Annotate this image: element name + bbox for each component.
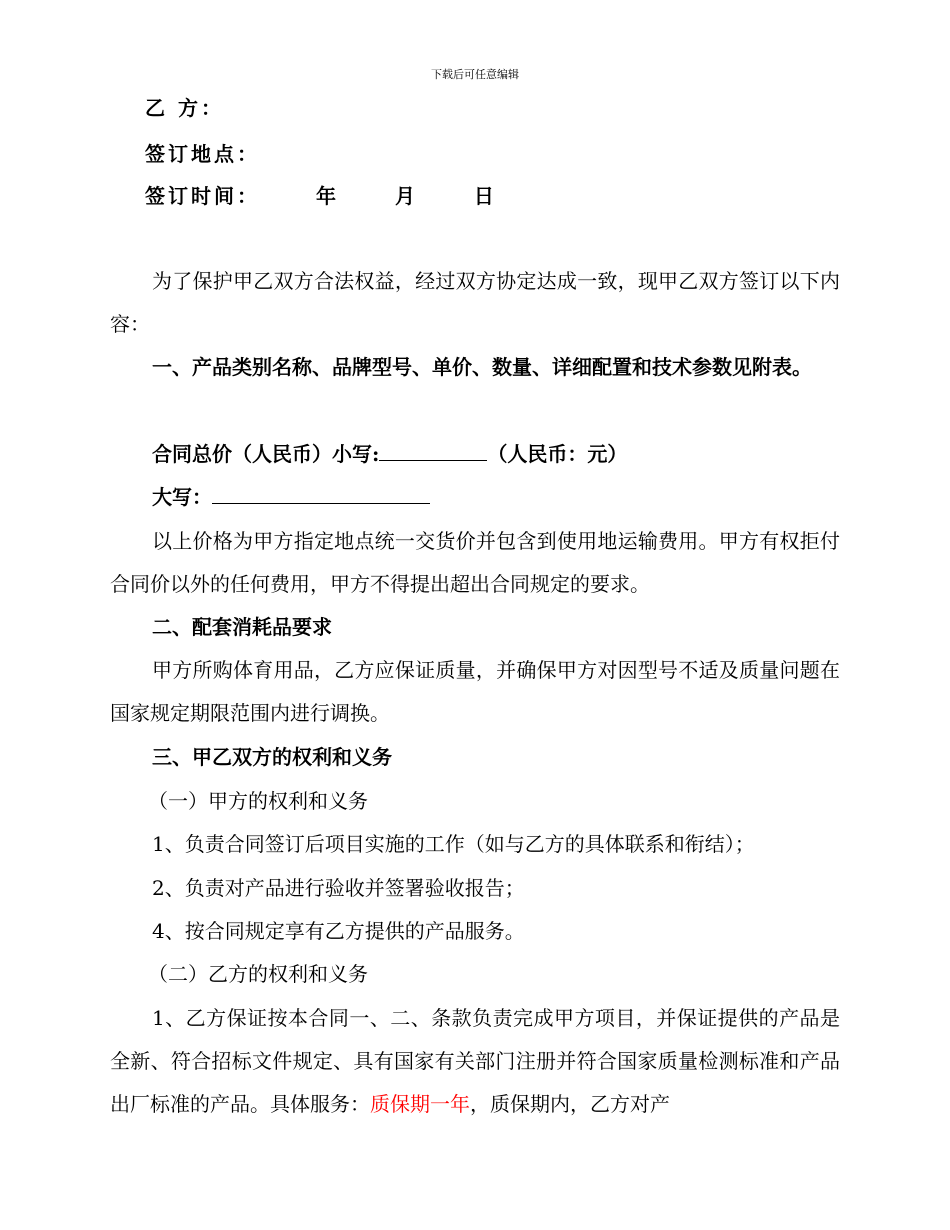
year-label: 年: [315, 184, 339, 208]
signing-time-label: 签订时间：: [145, 184, 260, 208]
total-price-line: [152, 433, 627, 476]
section2-title: 二、配套消耗品要求: [152, 615, 332, 639]
party-a-item-2: 2、负责对产品进行验收并签署验收报告；: [152, 876, 525, 900]
total-price-blank: [379, 438, 487, 461]
party-b-heading: （二）乙方的权利和义务: [148, 962, 368, 986]
party-b-item-1: [110, 997, 840, 1126]
day-label: 日: [473, 184, 497, 208]
section3-title: 三、甲乙双方的权利和义务: [152, 745, 392, 769]
total-price-suffix: （人民币：元）: [487, 442, 628, 466]
party-b-field: [145, 92, 224, 121]
signing-place-field: [145, 138, 260, 167]
intro-paragraph: 为了保护甲乙双方合法权益，经过双方协定达成一致，现甲乙双方签订以下内容：: [110, 269, 840, 336]
party-b-item-1-text: 1、乙方保证按本合同一、二、条款负责完成甲方项目，并保证提供的产品是全新、符合招标文件规定、具有国家有关部门注册并符合国家质量检测标准和产品出厂标准的产品。具体服务：: [110, 1006, 840, 1116]
party-b-label: 乙 方：: [145, 96, 224, 120]
party-b-item-1-tail: ，质保期内，乙方对产: [470, 1092, 670, 1116]
capital-price-line: [152, 476, 430, 519]
party-a-item-1: 1、负责合同签订后项目实施的工作（如与乙方的具体联系和衔结）；: [152, 832, 755, 856]
signing-place-label: 签订地点：: [145, 142, 260, 166]
party-a-item-3: 4、按合同规定享有乙方提供的产品服务。: [152, 919, 525, 943]
signing-time-field: [145, 180, 497, 209]
warranty-highlight: 质保期一年: [370, 1092, 470, 1116]
price-note-paragraph: 以上价格为甲方指定地点统一交货价并包含到使用地运输费用。甲方有权拒付合同价以外的任何费用，甲方不得提出超出合同规定的要求。: [110, 529, 840, 596]
capital-price-blank: [212, 481, 430, 504]
total-price-label: 合同总价（人民币）小写:: [152, 442, 380, 466]
section2-body: 甲方所购体育用品，乙方应保证质量，并确保甲方对因型号不适及质量问题在国家规定期限范围内进行调换。: [110, 658, 840, 725]
header-note: 下载后可任意编辑: [431, 68, 519, 81]
section1-title: 一、产品类别名称、品牌型号、单价、数量、详细配置和技术参数见附表。: [152, 355, 812, 379]
capital-price-label: 大写：: [152, 485, 212, 509]
month-label: 月: [394, 184, 418, 208]
party-a-heading: （一）甲方的权利和义务: [148, 789, 368, 813]
